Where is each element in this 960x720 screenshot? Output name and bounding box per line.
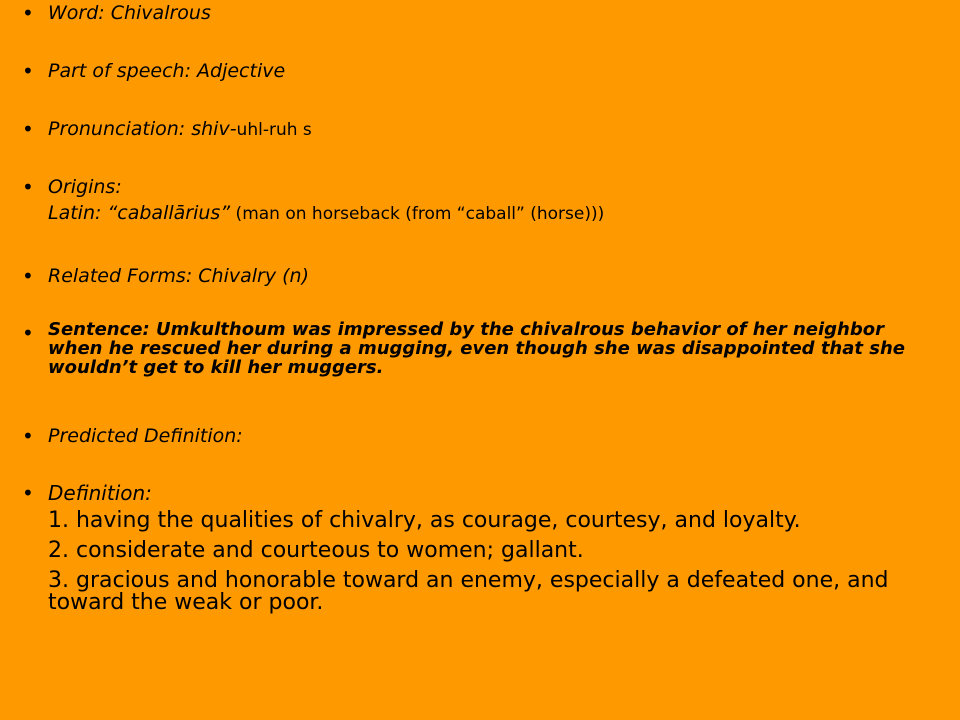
bullet-dot: • <box>22 1 34 25</box>
predicted-definition-label: Predicted Definition: <box>48 425 243 447</box>
definition-item-3: 3. gracious and honorable toward an enemy, especially a defeated one, and toward the weak or poor. <box>48 568 889 615</box>
origins-heading: Origins: <box>48 176 122 198</box>
definition-heading: Definition: <box>48 481 152 505</box>
origins-latin-label: Latin: “caballārius” <box>48 202 231 224</box>
origins-block <box>48 174 928 227</box>
pronunciation-label: Pronunciation: shiv- <box>48 118 237 140</box>
bullet-dot: • <box>22 424 34 448</box>
word-label: Word: Chivalrous <box>48 2 211 24</box>
bullet-dot: • <box>22 117 34 141</box>
definition-item-2: 2. considerate and courteous to women; gallant. <box>48 538 584 563</box>
bullet-dot: • <box>22 264 34 288</box>
part-of-speech-label: Part of speech: Adjective <box>48 60 286 82</box>
pronunciation-rest: uhl-ruh s <box>236 120 312 140</box>
pronunciation-text <box>48 116 928 143</box>
definition-item-1: 1. having the qualities of chivalry, as courage, courtesy, and loyalty. <box>48 508 801 533</box>
sentence-text: Sentence: Umkulthoum was impressed by the chivalrous behavior of her neighbor when he rescued her during a mugging, even though she was disappointed that she wouldn’t get to kill her muggers. <box>48 319 905 378</box>
bullet-dot: • <box>22 175 34 199</box>
bullet-dot: • <box>22 481 34 505</box>
origins-latin-rest: (man on horseback (from “caball” (horse))) <box>230 204 605 224</box>
definition-block <box>48 480 928 614</box>
related-forms-label: Related Forms: Chivalry (n) <box>48 265 309 287</box>
bullet-dot: • <box>22 59 34 83</box>
origins-latin-line <box>48 200 928 227</box>
bullet-dot: • <box>22 321 34 345</box>
